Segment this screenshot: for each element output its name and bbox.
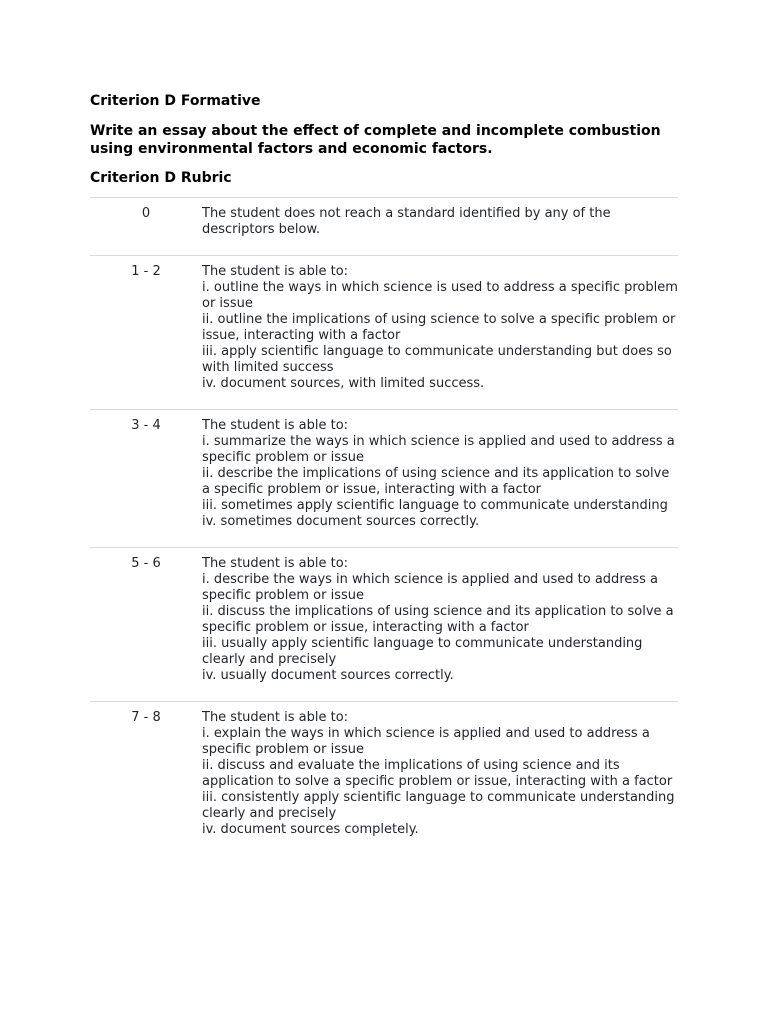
rubric-descriptor xyxy=(202,418,678,530)
descriptor-line: i. explain the ways in which science is applied and used to address a specific problem or issue xyxy=(202,726,650,757)
descriptor-line: ii. describe the implications of using science and its application to solve a specific problem or issue, interacting with a factor xyxy=(202,466,670,497)
descriptor-line: iii. apply scientific language to communicate understanding but does so with limited success xyxy=(202,344,672,375)
rubric-score: 7 - 8 xyxy=(131,710,161,725)
descriptor-line: The student is able to: xyxy=(202,264,349,279)
rubric-score: 1 - 2 xyxy=(131,264,161,279)
descriptor-line: i. summarize the ways in which science is applied and used to address a specific problem or issue xyxy=(202,434,675,465)
descriptor-line: iii. consistently apply scientific language to communicate understanding clearly and precisely xyxy=(202,790,675,821)
descriptor-line: The student does not reach a standard identified by any of the descriptors below. xyxy=(202,206,611,237)
descriptor-line: iv. sometimes document sources correctly. xyxy=(202,514,480,529)
descriptor-line: The student is able to: xyxy=(202,418,349,433)
rubric-descriptor xyxy=(202,264,678,392)
rubric-heading: Criterion D Rubric xyxy=(90,170,232,186)
descriptor-line: The student is able to: xyxy=(202,710,349,725)
descriptor-line: iii. sometimes apply scientific language to communicate understanding xyxy=(202,498,668,513)
descriptor-line: i. describe the ways in which science is applied and used to address a specific problem or issue xyxy=(202,572,659,603)
rubric-table xyxy=(90,197,678,855)
rubric-row xyxy=(90,702,678,855)
descriptor-line: iv. document sources completely. xyxy=(202,822,419,837)
document-page xyxy=(90,92,678,855)
descriptor-line: ii. discuss the implications of using science and its application to solve a specific problem or issue, interacting with a factor xyxy=(202,604,674,635)
rubric-descriptor xyxy=(202,710,678,838)
rubric-descriptor xyxy=(202,206,678,238)
descriptor-line: iv. document sources, with limited success. xyxy=(202,376,485,391)
rubric-row xyxy=(90,548,678,702)
rubric-descriptor xyxy=(202,556,678,684)
rubric-score: 0 xyxy=(141,206,151,221)
rubric-score: 3 - 4 xyxy=(131,418,161,433)
descriptor-line: ii. outline the implications of using science to solve a specific problem or issue, interacting with a factor xyxy=(202,312,676,343)
rubric-row xyxy=(90,198,678,256)
document-title: Criterion D Formative xyxy=(90,93,261,109)
rubric-row xyxy=(90,410,678,548)
descriptor-line: ii. discuss and evaluate the implications of using science and its application to solve a specific problem or issue, interacting with a factor xyxy=(202,758,673,789)
descriptor-line: iii. usually apply scientific language to communicate understanding clearly and precisely xyxy=(202,636,643,667)
rubric-score: 5 - 6 xyxy=(131,556,161,571)
descriptor-line: iv. usually document sources correctly. xyxy=(202,668,454,683)
rubric-row xyxy=(90,256,678,410)
essay-prompt: Write an essay about the effect of complete and incomplete combustion using environmental factors and economic factors. xyxy=(90,123,661,157)
descriptor-line: The student is able to: xyxy=(202,556,349,571)
descriptor-line: i. outline the ways in which science is used to address a specific problem or issue xyxy=(202,280,678,311)
